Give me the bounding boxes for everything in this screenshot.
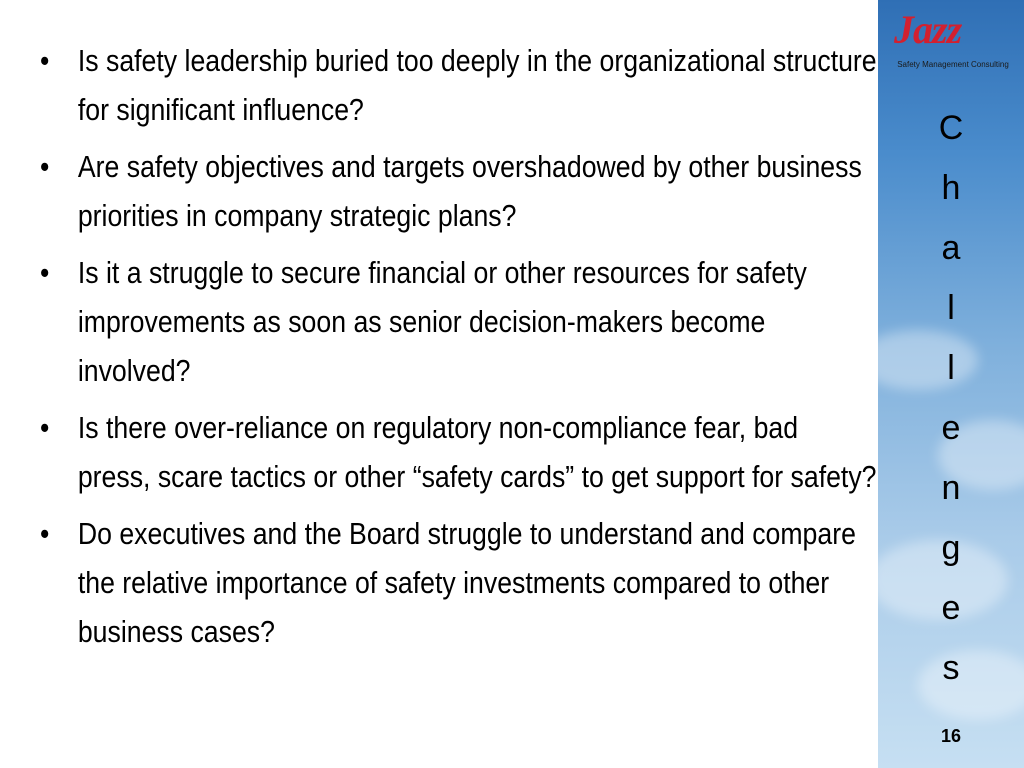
page-number: 16 — [940, 726, 962, 746]
title-letter: l — [947, 289, 955, 327]
bullet-icon: • — [40, 43, 50, 78]
title-letter: g — [941, 529, 961, 567]
bullet-text: Is safety leadership buried too deeply in the organizational structure for significant influence? — [77, 43, 877, 127]
bullet-text: Is it a struggle to secure financial or other resources for safety improvements as soon as senior decision-makers become involved? — [77, 255, 807, 388]
bullet-icon: • — [40, 149, 50, 184]
title-letter: e — [941, 589, 961, 627]
logo-tagline: Safety Management Consulting — [897, 60, 1009, 69]
sky-sidebar — [878, 0, 1024, 768]
logo-wordmark: Jazz — [894, 7, 962, 52]
bullet-item — [40, 142, 878, 240]
bullet-item — [40, 403, 878, 501]
bullet-list — [40, 36, 877, 656]
bullet-item — [40, 36, 878, 134]
title-letter: C — [938, 109, 964, 147]
bullet-item — [40, 248, 878, 395]
jazz-logo — [888, 6, 1018, 72]
vertical-title — [878, 104, 1024, 704]
title-letter: l — [947, 349, 955, 387]
bullet-text: Are safety objectives and targets overshadowed by other business priorities in company strategic plans? — [77, 149, 862, 233]
bullet-text: Do executives and the Board struggle to understand and compare the relative importance of safety investments compared to other business cases? — [77, 516, 856, 649]
bullet-icon: • — [40, 410, 50, 445]
title-letter: e — [941, 409, 961, 447]
title-letter: s — [942, 649, 960, 687]
title-letter: n — [941, 469, 961, 507]
bullet-icon: • — [40, 255, 50, 290]
title-letter: a — [941, 229, 961, 267]
slide-content — [40, 36, 877, 664]
bullet-icon: • — [40, 516, 50, 551]
bullet-text: Is there over-reliance on regulatory non-compliance fear, bad press, scare tactics or other “safety cards” to get support for safety? — [77, 410, 877, 494]
title-letter: h — [941, 169, 961, 207]
bullet-item — [40, 509, 878, 656]
